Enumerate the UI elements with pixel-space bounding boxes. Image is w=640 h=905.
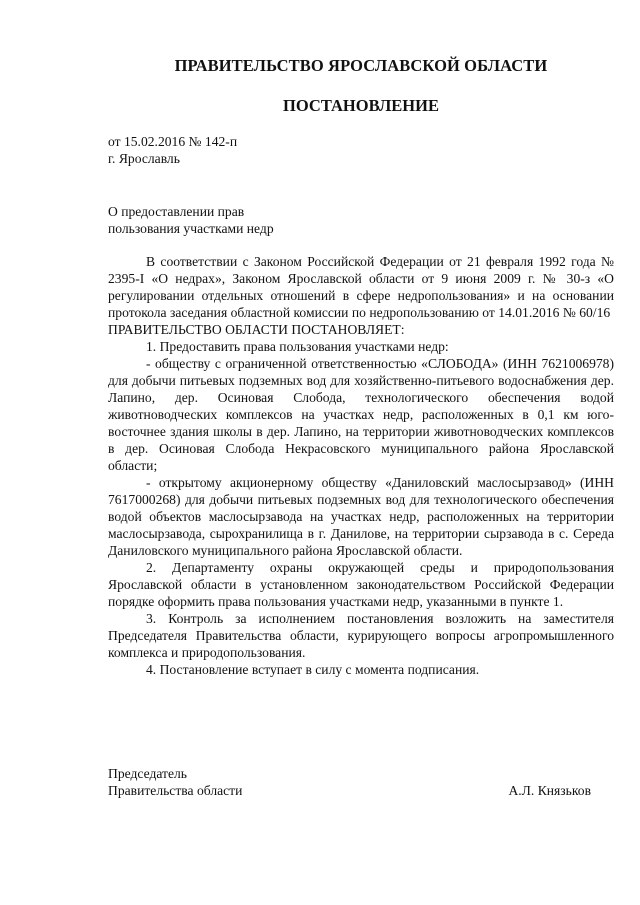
- document-body: [108, 253, 614, 678]
- document-meta: [108, 133, 614, 167]
- item-1b-paragraph: - открытому акционерному обществу «Даниловский маслосырзавод» (ИНН 7617000268) для добычи питьевых подземных вод для технологического обеспечения водой объектов маслосырзавода на участках недр, расположенных на территории маслосырзавода, сырохранилища в г. Данилове, на территории сырзавода в с. Середа Даниловского муниципального района Ярославской области.: [108, 475, 614, 558]
- signatory-title-line-1: Председатель: [108, 766, 187, 781]
- organization-title: ПРАВИТЕЛЬСТВО ЯРОСЛАВСКОЙ ОБЛАСТИ: [174, 56, 548, 75]
- subject-line-2: пользования участками недр: [108, 221, 274, 236]
- item-2-paragraph: 2. Департаменту охраны окружающей среды и природопользования Ярославской области в установленном законодательством Российской Федерации порядке оформить права пользования участками недр, указанными в пункте 1.: [108, 560, 614, 609]
- document-type-title: ПОСТАНОВЛЕНИЕ: [283, 96, 439, 115]
- subject-line-1: О предоставлении прав: [108, 204, 245, 219]
- city: г. Ярославль: [108, 151, 180, 166]
- date-and-number: от 15.02.2016 № 142-п: [108, 134, 238, 149]
- item-4-paragraph: 4. Постановление вступает в силу с момента подписания.: [146, 662, 480, 677]
- decree-line: ПРАВИТЕЛЬСТВО ОБЛАСТИ ПОСТАНОВЛЯЕТ:: [108, 322, 405, 337]
- preamble-paragraph: В соответствии с Законом Российской Федерации от 21 февраля 1992 года № 2395-I «О недрах», Законом Ярославской области от 9 июня 2009 г. № 30-з «О регулировании отдельных отношений в сфере недропользования» и на основании протокола заседания областной комиссии по недропользованию от 14.01.2016 № 60/16: [108, 254, 614, 320]
- item-1-paragraph: 1. Предоставить права пользования участками недр:: [146, 339, 449, 354]
- signature-block: [108, 765, 591, 799]
- item-3-paragraph: 3. Контроль за исполнением постановления возложить на заместителя Председателя Правительства области, курирующего вопросы агропромышленного комплекса и природопользования.: [108, 611, 614, 660]
- signatory-name: А.Л. Князьков: [508, 783, 591, 798]
- item-1a-paragraph: - обществу с ограниченной ответственностью «СЛОБОДА» (ИНН 7621006978) для добычи питьевых подземных вод для хозяйственно-питьевого водоснабжения дер. Лапино, дер. Осиновая Слобода, технологического обеспечения водой животноводческих комплексов на участках недр, расположенных в 0,1 км юго-восточнее здания школы в дер. Лапино, на территории животноводческих комплексов в дер. Осиновая Слобода Некрасовского муниципального района Ярославской области;: [108, 356, 614, 473]
- document-subject: [108, 203, 614, 237]
- signature-row: [108, 782, 591, 799]
- signatory-title-line-2: Правительства области: [108, 783, 243, 798]
